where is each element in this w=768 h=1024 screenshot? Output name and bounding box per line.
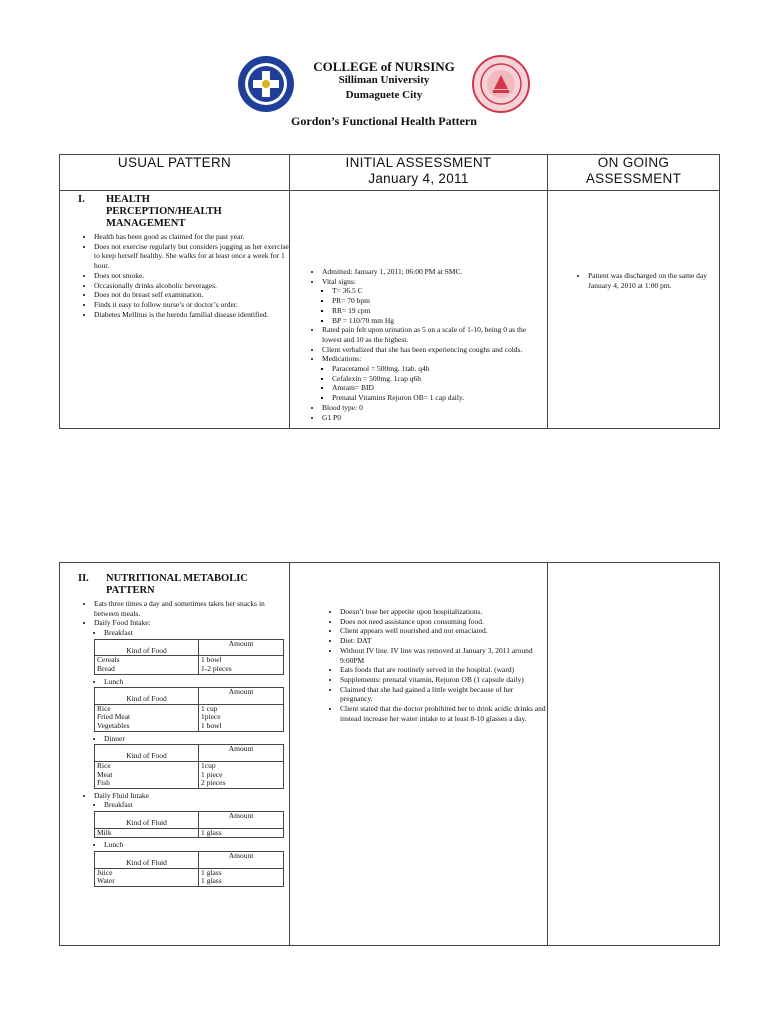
fluid-breakfast-table — [94, 811, 284, 838]
meal-label: • Lunch — [104, 677, 289, 687]
list-item: • Diet: DAT — [340, 636, 547, 646]
table-cell: Milk — [95, 828, 199, 838]
table-cell: Vegetables — [95, 722, 199, 731]
table-cell: Water — [95, 877, 199, 886]
assessment-table-2 — [59, 562, 720, 946]
column-header: Kind of Fluid — [95, 852, 199, 869]
ongoing-assessment-list — [548, 271, 719, 290]
table-cell: 1 glass — [201, 876, 222, 886]
column-header: Kind of Fluid — [95, 812, 199, 829]
list-item: • Daily Fluid Intake — [94, 791, 289, 801]
table-cell: Fish — [95, 779, 199, 788]
list-item: ▪ RR= 19 cpm — [332, 306, 547, 316]
meal-label: • Breakfast — [104, 628, 289, 638]
column-header: Amount — [199, 639, 284, 656]
section-heading: I. HEALTH PERCEPTION/HEALTH MANAGEMENT — [78, 194, 222, 229]
list-item: ▪ BP = 110/70 mm Hg — [332, 316, 547, 326]
initial-assessment-list — [290, 607, 547, 723]
initial-assessment-cell — [290, 563, 548, 946]
list-item: • Vital signs: ▪ T= 36.5 C ▪ PR= 70 bpm ▪ RR= 19 cpm ▪ BP = 110/70 mm Hg — [322, 277, 547, 326]
university-name: Silliman University — [338, 74, 430, 86]
meal-list — [60, 677, 289, 687]
meal-list — [60, 628, 289, 638]
list-item: • Client stated that the doctor prohibited her to drink acidic drinks and instead increase her water intake to at least 8-10 glasses a day. — [340, 704, 547, 723]
table-cell: 1piece — [201, 712, 221, 722]
list-item: • Finds it easy to follow nurse’s or doctor’s order. — [94, 300, 289, 310]
document-header — [0, 0, 768, 140]
initial-assessment-header: INITIAL ASSESSMENT January 4, 2011 — [290, 155, 548, 191]
list-item: • Blood type: 0 — [322, 403, 547, 413]
usual-pattern-list — [60, 232, 289, 319]
list-item: • Does not need assistance upon consuming food. — [340, 617, 547, 627]
meal-label: • Breakfast — [104, 800, 289, 810]
column-header: Amount — [199, 745, 284, 762]
table-cell: Rice — [95, 761, 199, 770]
list-item: • G1 P0 — [322, 413, 547, 423]
column-header: Amount — [199, 852, 284, 869]
list-item: • Supplements: prenatal vitamin, Rejuron OB (1 capsule daily) — [340, 675, 547, 685]
list-item: ▪ Paracetamol = 500mg. 1tab. q4h — [332, 364, 547, 374]
list-item: • Admitted: January 1, 2011; 06:00 PM at SMC. — [322, 267, 547, 277]
table-cell: 1cup — [201, 760, 216, 770]
section-heading: II. NUTRITIONAL METABOLIC PATTERN — [78, 573, 248, 596]
column-header: Kind of Food — [95, 639, 199, 656]
list-item: • Daily Food Intake: — [94, 618, 289, 628]
meal-list — [60, 800, 289, 810]
table-cell: Rice — [95, 704, 199, 713]
column-header: Kind of Food — [95, 688, 199, 705]
meal-label: • Dinner — [104, 734, 289, 744]
food-lunch-table — [94, 687, 284, 731]
table-cell: Meat — [95, 771, 199, 780]
list-item: • Eats foods that are routinely served in the hospital. (ward) — [340, 665, 547, 675]
list-item: • Does not do breast self examination. — [94, 290, 289, 300]
page-title: Gordon’s Functional Health Pattern — [291, 114, 477, 128]
table-cell: 1 glass — [201, 827, 222, 837]
list-item: • Client appears well nourished and not emaciated. — [340, 626, 547, 636]
table-cell: 1-2 pieces — [201, 664, 232, 673]
table-cell: 2 pieces — [201, 778, 226, 788]
list-item: • Does not smoke. — [94, 271, 289, 281]
meal-list — [60, 734, 289, 744]
table-cell: Juice — [95, 868, 199, 877]
table-cell: Bread — [95, 665, 199, 674]
assessment-table-1 — [59, 154, 720, 429]
list-item: • Occasionally drinks alcoholic beverages. — [94, 281, 289, 291]
ongoing-assessment-cell — [548, 191, 720, 429]
food-breakfast-table — [94, 639, 284, 675]
city-name: Dumaguete City — [345, 89, 423, 101]
fluid-lunch-table — [94, 851, 284, 887]
nutrition-list — [60, 599, 289, 628]
table-cell: Cereals — [95, 656, 199, 665]
medications-list — [322, 364, 547, 403]
list-item: ▪ PR= 70 bpm — [332, 296, 547, 306]
list-item: • Diabetes Mellitus is the heredo familial disease identified. — [94, 310, 289, 320]
list-item: • Client verbalized that she has been experiencing coughs and colds. — [322, 345, 547, 355]
column-header: Kind of Food — [95, 745, 199, 762]
list-item: • Patient was discharged on the same day January 4, 2010 at 1:00 pm. — [588, 271, 719, 290]
ongoing-assessment-header: ON GOING ASSESSMENT — [548, 155, 720, 191]
list-item: • Rated pain felt upon urination as 5 on a scale of 1-10, being 0 as the lowest and 10 as the highest. — [322, 325, 547, 344]
table-cell: 1 bowl — [201, 655, 222, 665]
list-item: ▪ Amram= BID — [332, 383, 547, 393]
list-item: ▪ T= 36.5 C — [332, 286, 547, 296]
initial-assessment-cell — [290, 191, 548, 429]
initial-assessment-list — [290, 267, 547, 422]
fluid-list — [60, 791, 289, 801]
list-item: • Doesn’t lose her appetite upon hospitalizations. — [340, 607, 547, 617]
meal-label: • Lunch — [104, 840, 289, 850]
table-cell: 1 glass — [201, 867, 222, 877]
column-header: Amount — [199, 688, 284, 705]
list-item: • Claimed that she had gained a little weight because of her pregnancy. — [340, 685, 547, 704]
list-item: • Without IV line. IV line was removed at January 3, 2011 around 9:00PM — [340, 646, 547, 665]
usual-pattern-cell — [60, 191, 290, 429]
meal-list — [60, 840, 289, 850]
table-cell: 1 bowl — [201, 721, 222, 731]
food-dinner-table — [94, 744, 284, 788]
usual-pattern-cell — [60, 563, 290, 946]
list-item: • Medications: ▪ Paracetamol = 500mg. 1tab. q4h ▪ Cefalexin = 500mg. 1cap q6h ▪ Amram= BID ▪ Prenatal Vitamins Rejuron OB= 1 cap daily. — [322, 354, 547, 403]
column-header: Amount — [199, 812, 284, 829]
list-item: ▪ Prenatal Vitamins Rejuron OB= 1 cap daily. — [332, 393, 547, 403]
table-cell: 1 piece — [201, 769, 223, 779]
ongoing-assessment-cell — [548, 563, 720, 946]
college-name: COLLEGE of NURSING — [313, 59, 455, 74]
list-item: ▪ Cefalexin = 500mg. 1cap q6h — [332, 374, 547, 384]
table-cell: Fried Meat — [95, 713, 199, 722]
usual-pattern-header: USUAL PATTERN — [60, 155, 290, 191]
list-item: • Health has been good as claimed for the past year. — [94, 232, 289, 242]
table-cell: 1 cup — [201, 703, 218, 713]
list-item: • Does not exercise regularly but considers jogging as her exercise to keep herself healthy. She walks for at least once a week for 1 hour. — [94, 242, 289, 271]
list-item: • Eats three times a day and sometimes takes her snacks in between meals. — [94, 599, 289, 618]
silliman-university-seal-icon — [472, 55, 530, 113]
vital-signs-list — [322, 286, 547, 325]
